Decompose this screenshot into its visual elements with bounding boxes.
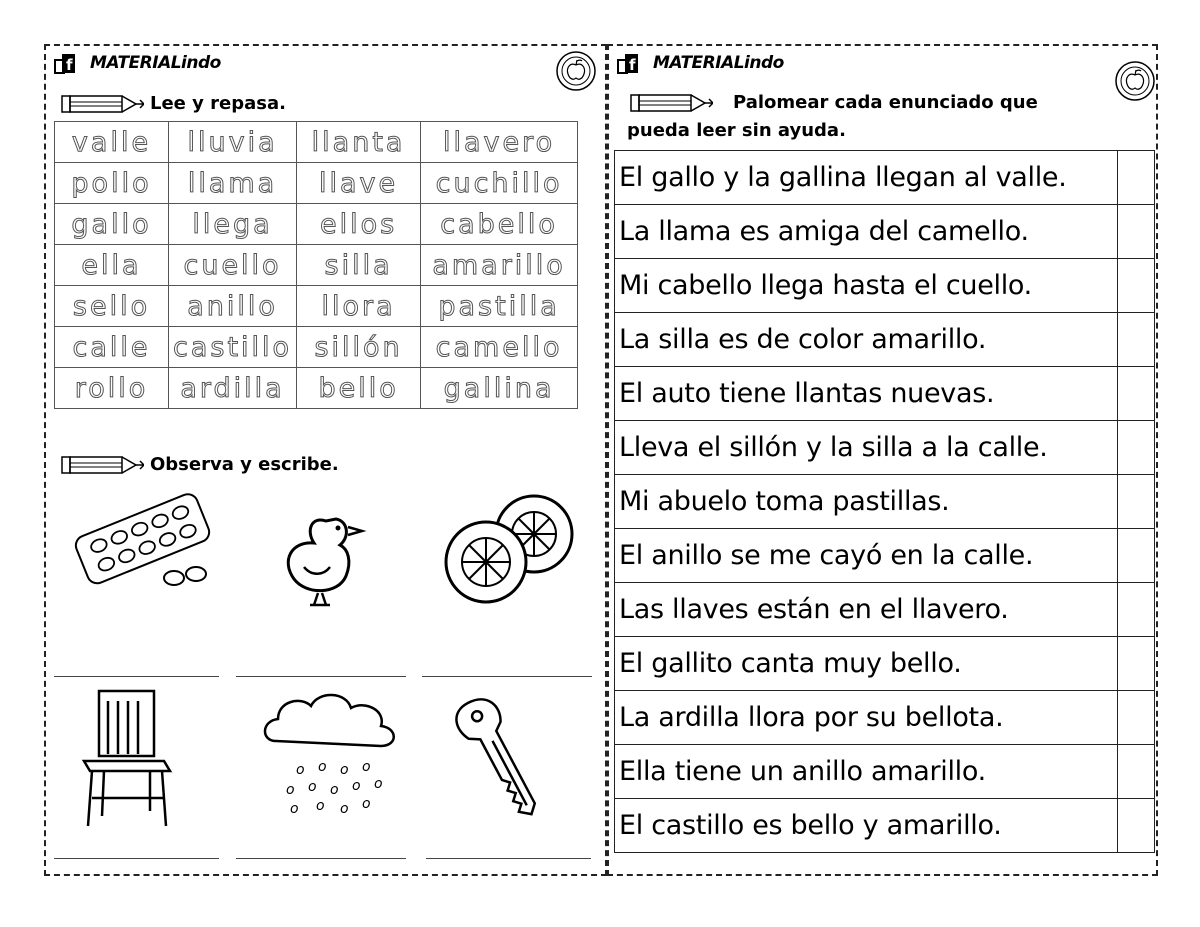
svg-text:o: o <box>362 759 371 775</box>
word-cell: camello <box>421 327 578 368</box>
svg-text:o: o <box>330 782 339 798</box>
sentence: Lleva el sillón y la silla a la calle. <box>615 421 1118 475</box>
table-row <box>615 691 1155 745</box>
instruction-read-text: Lee y repasa. <box>150 93 286 114</box>
chick-icon <box>266 491 376 611</box>
table-row <box>615 367 1155 421</box>
table-row <box>55 286 578 327</box>
instruction-observe-text: Observa y escribe. <box>150 454 339 475</box>
table-row <box>55 327 578 368</box>
table-row <box>615 799 1155 853</box>
svg-text:o: o <box>340 801 349 817</box>
table-row <box>55 163 578 204</box>
sentence: Las llaves están en el llavero. <box>615 583 1118 637</box>
word-cell: bello <box>297 368 421 409</box>
table-row <box>615 421 1155 475</box>
instruction-check-cont <box>627 120 846 141</box>
table-row <box>615 637 1155 691</box>
svg-text:o: o <box>316 798 325 814</box>
svg-text:f: f <box>629 56 636 74</box>
word-cell: llanta <box>297 122 421 163</box>
check-box[interactable] <box>1118 799 1155 853</box>
svg-text:o: o <box>340 762 349 778</box>
answer-line <box>236 676 406 677</box>
word-cell: llora <box>297 286 421 327</box>
instruction-check <box>629 92 1038 114</box>
sentence: El gallito canta muy bello. <box>615 637 1118 691</box>
apple-seal-icon <box>555 50 597 92</box>
check-box[interactable] <box>1118 691 1155 745</box>
word-cell: pollo <box>55 163 169 204</box>
facebook-logo-icon <box>54 52 86 74</box>
word-cell: cuello <box>169 245 297 286</box>
word-cell: sillón <box>297 327 421 368</box>
table-row <box>615 313 1155 367</box>
sentence: El castillo es bello y amarillo. <box>615 799 1118 853</box>
table-row <box>615 259 1155 313</box>
sentence: Mi abuelo toma pastillas. <box>615 475 1118 529</box>
instruction-check-line2: pueda leer sin ayuda. <box>627 120 846 141</box>
sentence: Mi cabello llega hasta el cuello. <box>615 259 1118 313</box>
left-worksheet <box>44 44 607 876</box>
table-row <box>615 745 1155 799</box>
table-row <box>615 475 1155 529</box>
check-box[interactable] <box>1118 313 1155 367</box>
word-cell: pastilla <box>421 286 578 327</box>
pencil-icon <box>629 92 713 114</box>
word-cell: rollo <box>55 368 169 409</box>
word-cell: llama <box>169 163 297 204</box>
answer-line <box>422 676 592 677</box>
svg-text:o: o <box>374 776 383 792</box>
brand-name: MATERIALindo <box>90 53 221 73</box>
answer-line <box>236 858 406 859</box>
check-box[interactable] <box>1118 745 1155 799</box>
word-cell: llave <box>297 163 421 204</box>
sentence: La silla es de color amarillo. <box>615 313 1118 367</box>
word-cell: ella <box>55 245 169 286</box>
check-box[interactable] <box>1118 583 1155 637</box>
word-cell: ellos <box>297 204 421 245</box>
word-cell: valle <box>55 122 169 163</box>
table-row <box>55 245 578 286</box>
pencil-icon <box>60 454 144 476</box>
word-cell: gallo <box>55 204 169 245</box>
sentence-checklist <box>614 150 1155 853</box>
check-box[interactable] <box>1118 637 1155 691</box>
svg-text:o: o <box>318 759 327 775</box>
instruction-check-line1: Palomear cada enunciado que <box>733 92 1038 113</box>
answer-line <box>54 858 219 859</box>
brand-header <box>617 52 784 74</box>
word-cell: llega <box>169 204 297 245</box>
sentence: El auto tiene llantas nuevas. <box>615 367 1118 421</box>
word-cell: amarillo <box>421 245 578 286</box>
svg-text:o: o <box>296 762 305 778</box>
instruction-observe <box>60 454 339 476</box>
brand-header <box>54 52 221 74</box>
pencil-icon <box>60 93 144 115</box>
word-cell: ardilla <box>169 368 297 409</box>
table-row <box>615 583 1155 637</box>
check-box[interactable] <box>1118 259 1155 313</box>
chair-icon <box>74 686 184 836</box>
answer-line <box>426 858 591 859</box>
word-cell: calle <box>55 327 169 368</box>
pills-icon <box>66 486 216 596</box>
right-worksheet <box>607 44 1158 876</box>
brand-name: MATERIALindo <box>653 53 784 73</box>
table-row <box>615 151 1155 205</box>
sentence: La llama es amiga del camello. <box>615 205 1118 259</box>
answer-line <box>54 676 219 677</box>
svg-text:o: o <box>290 801 299 817</box>
sentence: Ella tiene un anillo amarillo. <box>615 745 1118 799</box>
word-cell: castillo <box>169 327 297 368</box>
table-row <box>615 205 1155 259</box>
sentence: La ardilla llora por su bellota. <box>615 691 1118 745</box>
facebook-logo-icon <box>617 52 649 74</box>
check-box[interactable] <box>1118 205 1155 259</box>
word-cell: lluvia <box>169 122 297 163</box>
word-cell: gallina <box>421 368 578 409</box>
tracing-word-table <box>54 121 578 409</box>
sentence: El anillo se me cayó en la calle. <box>615 529 1118 583</box>
check-box[interactable] <box>1118 151 1155 205</box>
sentence: El gallo y la gallina llegan al valle. <box>615 151 1118 205</box>
tires-icon <box>436 484 586 609</box>
check-box[interactable] <box>1118 421 1155 475</box>
word-cell: cuchillo <box>421 163 578 204</box>
instruction-read <box>60 93 286 115</box>
check-box[interactable] <box>1118 367 1155 421</box>
rain-cloud-icon <box>256 686 406 826</box>
table-row <box>55 122 578 163</box>
word-cell: silla <box>297 245 421 286</box>
word-cell: sello <box>55 286 169 327</box>
word-cell: llavero <box>421 122 578 163</box>
table-row <box>615 529 1155 583</box>
table-row <box>55 368 578 409</box>
word-cell: cabello <box>421 204 578 245</box>
check-box[interactable] <box>1118 475 1155 529</box>
svg-text:f: f <box>66 56 73 74</box>
apple-seal-icon <box>1114 60 1156 102</box>
svg-text:o: o <box>352 778 361 794</box>
table-row <box>55 204 578 245</box>
check-box[interactable] <box>1118 529 1155 583</box>
key-icon <box>446 686 546 836</box>
svg-text:o: o <box>286 782 295 798</box>
svg-text:o: o <box>308 779 317 795</box>
svg-text:o: o <box>362 796 371 812</box>
word-cell: anillo <box>169 286 297 327</box>
